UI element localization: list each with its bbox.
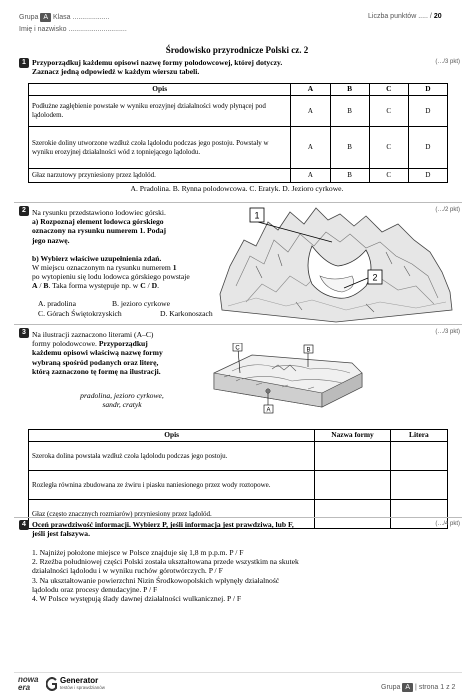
q3-col-desc: Opis bbox=[29, 430, 315, 442]
q1-row1-desc: Podłużne zagłębienie powstałe w wyniku erozyjnej działalności wody płynącej pod lądolodem. bbox=[29, 96, 291, 127]
q3-text bbox=[32, 330, 212, 376]
q2-sentence-line1 bbox=[32, 263, 232, 272]
q1-options: A. Pradolina. B. Rynna polodowcowa. C. Eratyk. D. Jezioro cyrkowe. bbox=[130, 184, 344, 193]
q2-slash-2: / bbox=[145, 281, 152, 291]
table-row bbox=[29, 127, 448, 169]
q3-row2-letter-cell[interactable] bbox=[390, 471, 447, 500]
group-field bbox=[19, 13, 109, 22]
page-title: Środowisko przyrodnicze Polski cz. 2 bbox=[165, 45, 309, 55]
q1-col-c: C bbox=[369, 84, 408, 96]
q4-instruction-line1: Oceń prawdziwość informacji. Wybierz P, jeśli informacja jest prawdziwa, lub F, bbox=[32, 520, 294, 529]
q2-text bbox=[32, 208, 232, 291]
group-value-box: A bbox=[40, 13, 51, 22]
class-dots: ................... bbox=[72, 14, 110, 21]
q3-table bbox=[28, 429, 448, 529]
table-row bbox=[29, 442, 448, 471]
footer-page-text: strona 1 z 2 bbox=[418, 684, 456, 691]
q1-col-d: D bbox=[408, 84, 447, 96]
question-number-3: 3 bbox=[19, 328, 29, 338]
generator-title: Generator bbox=[60, 676, 99, 685]
nowa-era-logo bbox=[18, 676, 38, 692]
class-label: Klasa bbox=[53, 14, 71, 21]
q2-option-c: C. Górach Świętokrzyskich bbox=[38, 309, 122, 318]
points-field bbox=[368, 13, 442, 20]
footer-group-label: Grupa bbox=[381, 684, 401, 691]
name-field bbox=[19, 26, 127, 33]
q3-line5: którą zaznaczono tę formę na ilustracji. bbox=[32, 366, 161, 376]
q2-b-instruction: b) Wybierz właściwe uzupełnienia zdań. bbox=[32, 253, 162, 263]
q4-statement-2-line2[interactable]: działalności lądolodu i w wyniku ruchów górotwórczych. P / F bbox=[32, 566, 223, 576]
q3-line4: wybraną spośród podanych oraz literę, bbox=[32, 357, 159, 367]
q1-table bbox=[28, 83, 448, 183]
table-row bbox=[29, 169, 448, 183]
q1-row1-option-d[interactable]: D bbox=[408, 96, 447, 127]
landscape-illustration bbox=[212, 343, 364, 415]
fig-label-2: 2 bbox=[372, 272, 378, 283]
points-sep: / bbox=[429, 13, 432, 20]
q4-statements bbox=[32, 548, 452, 603]
q2-s1-number: 1 bbox=[172, 263, 177, 273]
fig-label-a: A bbox=[266, 407, 271, 414]
q2-choice-a[interactable]: A bbox=[32, 281, 38, 291]
q3-col-name: Nazwa formy bbox=[315, 430, 390, 442]
q1-col-a: A bbox=[291, 84, 330, 96]
q2-a-line1: a) Rozpoznaj element lodowca górskiego bbox=[32, 217, 164, 227]
q3-line1: Na ilustracji zaznaczono literami (A–C) bbox=[32, 330, 154, 339]
q3-line2-text: formy polodowcowe. bbox=[32, 339, 97, 349]
q3-line2 bbox=[32, 339, 212, 348]
question-number-4: 4 bbox=[19, 520, 29, 530]
q1-row3-option-b[interactable]: B bbox=[330, 169, 369, 183]
table-row bbox=[29, 471, 448, 500]
q4-statement-4[interactable]: 4. W Polsce występują ślady dawnej działalności wulkanicznej. P / F bbox=[32, 594, 242, 604]
generator-brand bbox=[60, 677, 105, 691]
generator-subtitle: testów i sprawdzianów bbox=[60, 685, 106, 690]
q3-row2-desc: Rozległa równina zbudowana ze żwiru i piasku naniesionego przez wody roztopowe. bbox=[29, 471, 315, 500]
q1-row2-option-d[interactable]: D bbox=[408, 127, 447, 169]
q1-points: (…/3 pkt) bbox=[435, 59, 460, 65]
points-dots: ..... bbox=[418, 13, 428, 20]
q1-table-header bbox=[29, 84, 448, 96]
q1-row3-option-d[interactable]: D bbox=[408, 169, 447, 183]
q2-choice-d[interactable]: D bbox=[151, 281, 158, 291]
q4-points: (…/4 pkt) bbox=[435, 521, 460, 527]
q2-s1: W miejscu oznaczonym na rysunku numerem bbox=[32, 263, 171, 273]
q3-row2-name-cell[interactable] bbox=[315, 471, 390, 500]
footer-divider bbox=[14, 672, 462, 673]
q1-row2-option-c[interactable]: C bbox=[369, 127, 408, 169]
fig-label-b: B bbox=[306, 347, 311, 354]
q4-statement-3-line2[interactable]: lądolodu oraz procesy denudacyjne. P / F bbox=[32, 584, 158, 594]
question-number-2: 2 bbox=[19, 206, 29, 216]
question-number-1: 1 bbox=[19, 58, 29, 68]
q2-sentence-line3 bbox=[32, 281, 232, 290]
q3-words-line1: pradolina, jezioro cyrkowe, bbox=[80, 391, 164, 400]
q1-row3-option-c[interactable]: C bbox=[369, 169, 408, 183]
q3-col-letter: Litera bbox=[390, 430, 447, 442]
q2-option-b: B. jezioro cyrkowe bbox=[112, 299, 170, 308]
q2-a-line3: jego nazwę. bbox=[32, 235, 70, 245]
q1-row3-desc: Głaz narzutowy przyniesiony przez lądolód. bbox=[29, 169, 291, 183]
q2-period: . bbox=[157, 281, 159, 291]
q4-statement-2-line1: 2. Rzeźba południowej części Polski została ukształtowana przede wszystkim na skutek bbox=[32, 557, 299, 567]
footer-group-value: A bbox=[402, 683, 413, 692]
q1-row2-option-b[interactable]: B bbox=[330, 127, 369, 169]
q2-a-line2: oznaczony na rysunku numerem 1. Podaj bbox=[32, 226, 167, 236]
q1-row1-option-b[interactable]: B bbox=[330, 96, 369, 127]
q2-s3-text: . Taka forma występuje np. w bbox=[48, 281, 141, 291]
q1-instruction bbox=[32, 58, 442, 76]
glacier-illustration bbox=[216, 206, 456, 324]
q3-line3: każdemu opisowi właściwą nazwę formy bbox=[32, 348, 163, 358]
group-label: Grupa bbox=[19, 14, 39, 21]
q3-line2-bold: Przyporządkuj bbox=[98, 339, 148, 349]
fig-label-c: C bbox=[235, 345, 240, 352]
q3-row3-desc: Głaz (często znacznych rozmiarów) przyniesiony przez lądolód. bbox=[29, 500, 315, 529]
q2-intro: Na rysunku przedstawiono lodowiec górski. bbox=[32, 208, 166, 217]
q1-row1-option-c[interactable]: C bbox=[369, 96, 408, 127]
divider bbox=[14, 202, 462, 203]
name-dots: .............................. bbox=[68, 26, 127, 33]
q3-row1-desc: Szeroka dolina powstała wzdłuż czoła lądolodu podczas jego postoju. bbox=[29, 442, 315, 471]
q1-col-desc: Opis bbox=[29, 84, 291, 96]
q2-option-a: A. pradolina bbox=[38, 299, 76, 308]
q1-row2-option-a[interactable]: A bbox=[291, 127, 330, 169]
q2-points: (…/2 pkt) bbox=[435, 207, 460, 213]
q1-col-b: B bbox=[330, 84, 369, 96]
q2-choice-c[interactable]: C bbox=[140, 281, 146, 291]
footer-page-info bbox=[381, 683, 455, 692]
q4-statement-3-line1: 3. Na ukształtowanie powierzchni Nizin Środkowopolskich wpłynęły działalność bbox=[32, 575, 280, 585]
q3-table-header bbox=[29, 430, 448, 442]
logo-line2: era bbox=[18, 683, 31, 692]
logo-line1: nowa bbox=[18, 675, 39, 684]
q4-instruction bbox=[32, 520, 452, 538]
q1-row1-option-a[interactable]: A bbox=[291, 96, 330, 127]
q3-word-bank bbox=[32, 391, 212, 409]
q3-row1-name-cell[interactable] bbox=[315, 442, 390, 471]
q2-slash: / bbox=[37, 281, 44, 291]
q1-row3-option-a[interactable]: A bbox=[291, 169, 330, 183]
q3-points: (…/3 pkt) bbox=[435, 329, 460, 335]
footer-separator: | bbox=[415, 684, 417, 691]
divider bbox=[14, 517, 462, 518]
q4-statement-1[interactable]: 1. Najniżej położone miejsce w Polsce znajduje się 1,8 m p.p.m. P / F bbox=[32, 548, 244, 557]
q2-choice-b[interactable]: B bbox=[43, 281, 49, 291]
q1-row2-desc: Szerokie doliny utworzone wzdłuż czoła lądolodu podczas jego postoju. Powstały w wyniku erozyjnej działalności wód z topniejącego lądolodu. bbox=[29, 127, 291, 169]
q1-instruction-line2: Zaznacz jedną odpowiedź w każdym wierszu tabeli. bbox=[32, 67, 200, 77]
q3-words-line2: sandr, cratyk bbox=[102, 400, 142, 410]
generator-logo-icon bbox=[46, 677, 58, 691]
fig-label-1: 1 bbox=[254, 210, 260, 221]
q2-option-d: D. Karkonoszach bbox=[160, 309, 213, 318]
divider bbox=[14, 324, 462, 325]
name-label: Imię i nazwisko bbox=[19, 26, 67, 33]
q2-sentence-line2: po wytopieniu się lodu lodowca górskiego powstaje bbox=[32, 272, 190, 282]
q3-row1-letter-cell[interactable] bbox=[390, 442, 447, 471]
table-row bbox=[29, 96, 448, 127]
q4-instruction-line2: jeśli jest fałszywa. bbox=[32, 529, 90, 539]
points-label: Liczba punktów bbox=[368, 13, 417, 20]
q1-instruction-line1: Przyporządkuj każdemu opisowi nazwę formy polodowcowej, której dotyczy. bbox=[32, 58, 283, 67]
points-total: 20 bbox=[433, 13, 442, 20]
